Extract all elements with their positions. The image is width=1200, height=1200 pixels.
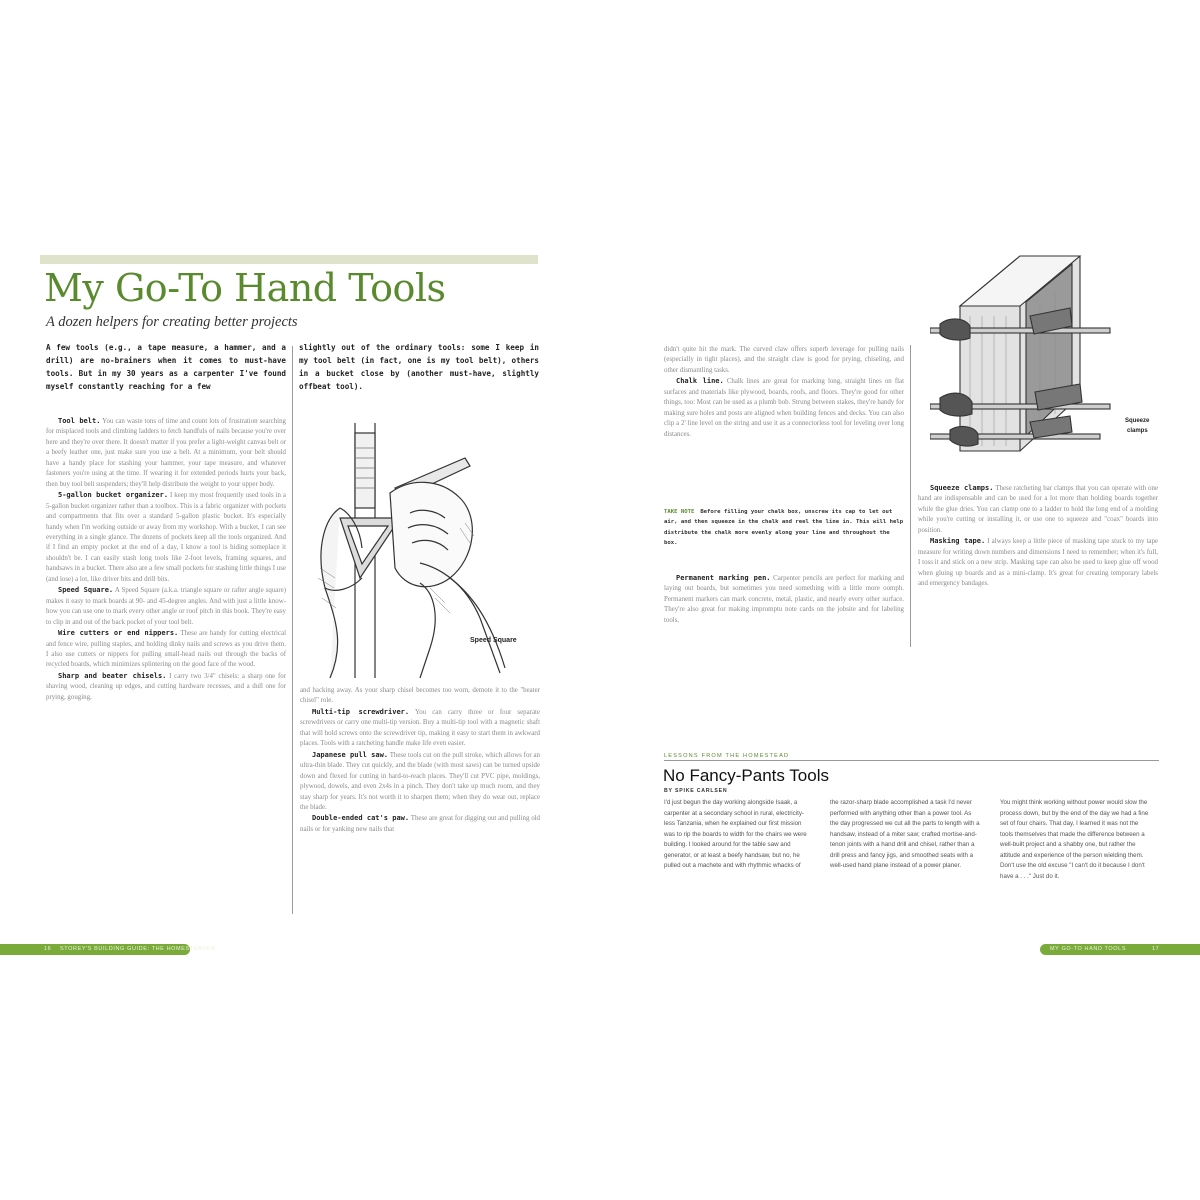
text-column-2 xyxy=(300,686,540,914)
speed-square-illustration xyxy=(300,418,540,684)
heading-squeeze-clamps: Squeeze clamps. xyxy=(930,484,994,492)
heading-chisels: Sharp and beater chisels. xyxy=(58,671,167,680)
right-text-column-1b xyxy=(664,573,904,653)
right-page-number: 17 xyxy=(1152,946,1160,952)
paragraph-chalk-line xyxy=(664,376,904,440)
sidebar-title: No Fancy-Pants Tools xyxy=(663,766,829,785)
sidebar-column-3 xyxy=(1000,798,1150,918)
sidebar-kicker: LESSONS FROM THE HOMESTEAD xyxy=(664,753,795,759)
paragraph-cats-paw xyxy=(300,813,540,835)
body-chisel-continued: and hacking away. As your sharp chisel becomes too worn, demote it to the "beater chisel" role. xyxy=(300,687,540,705)
body-marking-pen: Carpenter pencils are perfect for marking and laying out boards, but sometimes you need something with a little more oomph. Permanent markers can mark concrete, metal, plastic, and nearly every other surface. They're also great for making impromptu note cards on the jobsite and for labeling tools. xyxy=(664,575,904,624)
page-subtitle: A dozen helpers for creating better projects xyxy=(46,314,298,330)
clamps-caption-line-1: Squeeze xyxy=(1125,418,1150,424)
body-screwdriver: You can carry three or four separate screwdrivers or carry one multi-tip version. Buy a multi-tip tool with a magnetic shaft that will hold screws onto the screwdriver tip, making it easy to start them in awkward places. Tools with a ratcheting handle make life even easier. xyxy=(300,708,540,748)
sidebar-column-1 xyxy=(664,798,812,918)
paragraph-cats-paw-continued xyxy=(664,345,904,376)
body-chalk-line: Chalk lines are great for marking long, straight lines on flat surfaces and materials like plywood, boards, roofs, and floors. They're good for other things, too: Most can be used as a plumb bob. Strung between stakes, they're handy for making sure holes and posts are aligned when building fences and decks. You can also clip a 2' line level on the string and use it as a connectorless tool for leveling over long distances. xyxy=(664,378,904,438)
text-column-1 xyxy=(46,416,286,914)
sidebar-top-rule xyxy=(664,760,1159,761)
heading-screwdriver: Multi-tip screwdriver. xyxy=(312,707,410,716)
body-chisels: I carry two 3/4" chisels: a sharp one for shaving wood, cleaning up edges, and cutting hardware recesses, and a dull one for prying, gouging, xyxy=(46,672,286,701)
body-cats-paw-continued: didn't quite hit the mark. The curved claw offers superb leverage for pulling nails (especially in tight places), and the straight claw is good for prying, chiseling, and other dismantling tasks. xyxy=(664,346,904,374)
lead-paragraph-2: slightly out of the ordinary tools: some I keep in my tool belt (in fact, one is my tool belt), others in a bucket close by (another must-have, slightly offbeat tool). xyxy=(299,343,539,391)
right-column-rule xyxy=(910,345,911,647)
heading-wire-cutters: Wire cutters or end nippers. xyxy=(58,629,179,638)
paragraph-squeeze-clamps xyxy=(918,483,1158,536)
heading-marking-pen: Permanent marking pen. xyxy=(676,574,771,582)
left-page-number: 16 xyxy=(44,946,52,952)
paragraph-tool-belt xyxy=(46,416,286,490)
take-note-label: TAKE NOTE xyxy=(664,509,695,515)
body-bucket-organizer: I keep my most frequently used tools in a 5-gallon bucket organizer rather than a toolbox. This is a fabric organizer with pockets and compartments that fits over a standard 5-gallon plastic bucket. It's especially handy when I'm working outside or away from my workshop. With a bucket, I can see everything in a single glance. The dozens of pockets keep all the tools organized. And if I find an empty pocket at the end of a day, I know a tool is hiding someplace it shouldn't be. I can easily stash long tools like 2-foot levels, framing squares, and handsaws in a bucket. There also are a few small pockets for stashing little things I use (and lose) a lot, like driver bits and drill bits. xyxy=(46,492,286,583)
title-band xyxy=(40,255,538,264)
sidebar-byline: BY SPIKE CARLSEN xyxy=(664,788,728,794)
sidebar-text-1: I'd just begun the day working alongside Isaak, a carpenter at a secondary school in rural, electricity-less Tanzania, when he explained our first mission was to rip the boards to width for the chairs we were building. I looked around for the table saw and generator, or at least a beefy handsaw, but no, he pulled out a machete and with rhythmic whacks of xyxy=(664,799,807,870)
column-rule xyxy=(292,346,293,914)
body-squeeze-clamps: These ratcheting bar clamps that you can operate with one hand are indispensable and can be used for a lot more than holding boards together while the glue dries. You can clamp one to a ladder to hold the long end of a molding while you're cutting or installing it, or use one to squeeze and "coax" boards into position. xyxy=(918,485,1158,534)
paragraph-chisels xyxy=(46,671,286,703)
body-wire-cutters: These are handy for cutting electrical and fence wire, pulling staples, and holding dinky nails and screws as you drive them. I also use cutters or nippers for pulling small-head nails out through the backs of recycled boards, which minimizes splintering on the good face of the wood. xyxy=(46,630,286,669)
right-text-column-2 xyxy=(918,483,1158,651)
squeeze-clamps-illustration xyxy=(930,246,1120,471)
clamps-caption-line-2: clamps xyxy=(1127,428,1148,434)
sidebar-text-3: You might think working without power would slow the process down, but by the end of the day we had a fine set of four chairs. That day, I learned it was not the tools themselves that made the difference between a well-built project and a shabby one, but rather the attitude and experience of the person wielding them. Don't use the old excuse "I can't do it because I don't have a . . ." Just do it. xyxy=(1000,799,1149,880)
heading-cats-paw: Double-ended cat's paw. xyxy=(312,814,410,823)
heading-bucket-organizer: 5-gallon bucket organizer. xyxy=(58,491,169,500)
paragraph-bucket-organizer xyxy=(46,490,286,585)
paragraph-wire-cutters xyxy=(46,628,286,671)
speed-square-caption: Speed Square xyxy=(470,637,517,644)
right-running-footer: MY GO-TO HAND TOOLS xyxy=(1050,946,1127,952)
page-title: My Go-To Hand Tools xyxy=(44,266,446,310)
take-note-text: Before filling your chalk box, unscrew its cap to let out air, and then squeeze in the chalk and reel the line in. This will help distribute the chalk more evenly along your line and throughout the box. xyxy=(664,509,904,547)
sidebar-text-2: the razor-sharp blade accomplished a task I'd never performed with anything other than a power tool. As the day progressed we cut all the parts to length with a handsaw, instead of a miter saw; crafted mortise-and-tenon joints with a hand drill and chisel, rather than a drill press and fancy jigs, and smoothed seats with a well-used hand plane instead of a power planer. xyxy=(830,799,980,870)
right-text-column-1 xyxy=(664,345,904,505)
take-note-box xyxy=(664,507,904,549)
heading-chalk-line: Chalk line. xyxy=(676,377,724,386)
paragraph-screwdriver xyxy=(300,707,540,750)
paragraph-pull-saw xyxy=(300,750,540,814)
body-speed-square: A Speed Square (a.k.a. triangle square or rafter angle square) makes it easy to mark boards at 90- and 45-degree angles. And with just a little know-how you can use one to mark every other angle or roof pitch in this book. They're easy to clip in and out of the back pocket of your tool belt. xyxy=(46,587,286,626)
heading-masking-tape: Masking tape. xyxy=(930,537,986,546)
paragraph-chisel-continued xyxy=(300,686,540,707)
lead-paragraph-1: A few tools (e.g., a tape measure, a hammer, and a drill) are no-brainers when it comes to must-have tools. But in my 30 years as a carpenter I've found myself constantly reaching for a few xyxy=(46,343,286,391)
right-footer-bar xyxy=(1040,944,1200,955)
paragraph-masking-tape xyxy=(918,536,1158,589)
body-masking-tape: I always keep a little piece of masking tape stuck to my tape measure for writing down numbers and dimensions I need to remember; when it's full, I toss it and stick on a new strip. Masking tape can also be used to keep glue off wood when gluing up boards and as a mini-clamp. It's great for creating temporary labels and emergency bandages. xyxy=(918,538,1158,588)
body-tool-belt: You can waste tons of time and count lots of frustration searching for misplaced tools and climbing ladders to fetch handfuls of nails because you're over here and they're over there. It doesn't matter if you prefer a light-weight canvas belt or a beefy leather one, just make sure you use a belt. At a minimum, your belt should have a handy place for stashing your hammer, your tape measure, and whatever fasteners you're using at the time. If wearing it for extended periods hurts your back, then buy tool belt suspenders; they'll help distribute the weight to your upper body. xyxy=(46,418,286,488)
heading-speed-square: Speed Square. xyxy=(58,586,114,595)
body-cats-paw: These are great for digging out and pulling old nails or for yanking new nails that xyxy=(300,815,540,833)
sidebar-column-2 xyxy=(830,798,980,918)
left-footer-bar xyxy=(0,944,216,955)
left-running-footer: STOREY'S BUILDING GUIDE: THE HOMESTEADER xyxy=(60,946,216,952)
paragraph-speed-square xyxy=(46,585,286,628)
heading-pull-saw: Japanese pull saw. xyxy=(312,750,389,759)
body-pull-saw: These tools cut on the pull stroke, which allows for an ultra-thin blade. They cut quickly, and the blade (with most saws) can be turned upside down and flexed for cutting in hard-to-reach places. They'll cut PVC pipe, moldings, plywood, dowels, and even 2x4s in a pinch. They don't take up much room, and they stay sharp for years. It's not worth it to sharpen them; when they do wear out, replace the blade. xyxy=(300,751,540,811)
heading-tool-belt: Tool belt. xyxy=(58,417,101,425)
paragraph-marking-pen xyxy=(664,573,904,626)
